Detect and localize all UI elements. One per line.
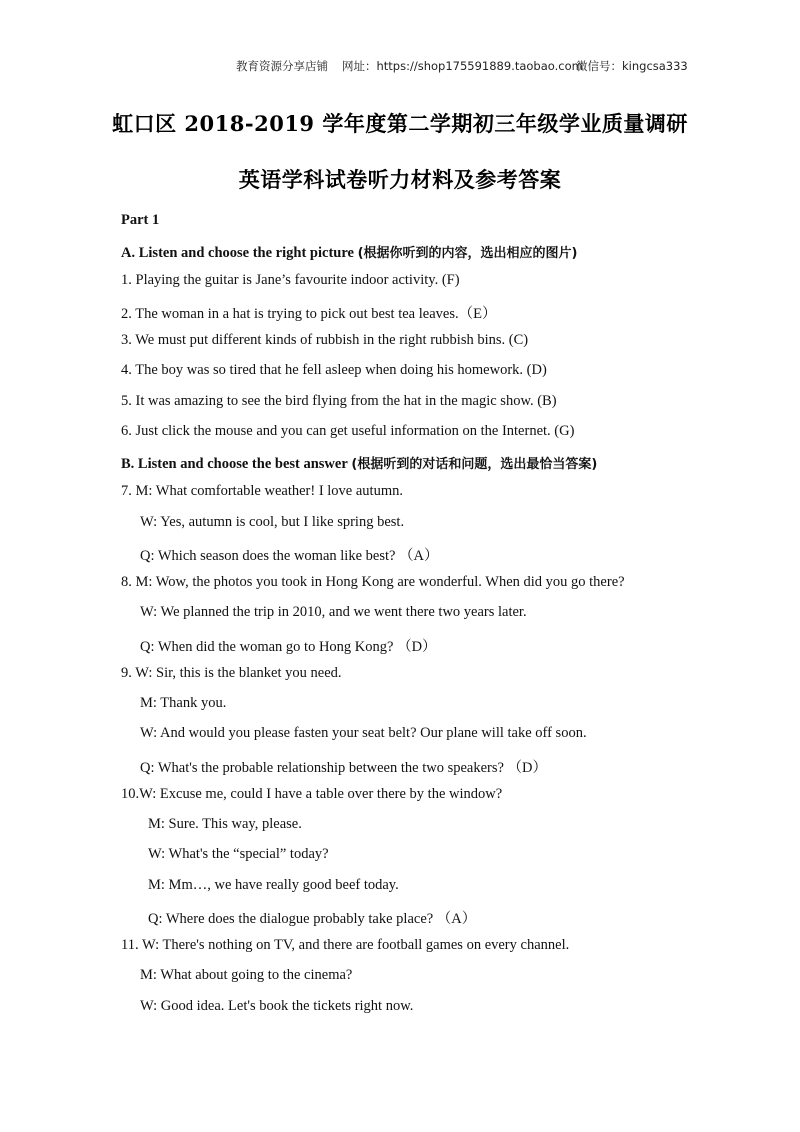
part-heading: Part 1 — [121, 212, 160, 228]
question-1: 1. Playing the guitar is Jane’s favourite indoor activity. (F) — [121, 272, 460, 288]
dialogue-9-line-3: W: And would you please fasten your seat belt? Our plane will take off soon. — [140, 725, 587, 741]
dialogue-8-line-2: W: We planned the trip in 2010, and we went there two years later. — [140, 604, 527, 620]
dialogue-7-line-1: 7. M: What comfortable weather! I love autumn. — [121, 483, 403, 499]
document-title: 虹口区 2018-2019 学年度第二学期初三年级学业质量调研 — [112, 111, 688, 136]
dialogue-9-line-2: M: Thank you. — [140, 695, 227, 711]
dialogue-10-line-1: 10.W: Excuse me, could I have a table over there by the window? — [121, 786, 503, 802]
shop-url: 网址：https://shop175591889.taobao.com — [342, 59, 583, 73]
section-a-instruction: (根据你听到的内容，选出相应的图片) — [357, 246, 578, 261]
dialogue-8-line-1: 8. M: Wow, the photos you took in Hong Kong are wonderful. When did you go there? — [121, 574, 625, 590]
section-a-title: A. Listen and choose the right picture — [121, 245, 354, 261]
question-6: 6. Just click the mouse and you can get useful information on the Internet. (G) — [121, 423, 575, 439]
dialogue-11-line-2: M: What about going to the cinema? — [140, 967, 353, 983]
shop-name: 教育资源分享店铺 — [236, 59, 328, 73]
section-b-title: B. Listen and choose the best answer — [121, 456, 348, 472]
dialogue-11-line-1: 11. W: There's nothing on TV, and there are football games on every channel. — [121, 937, 570, 953]
dialogue-8-question: Q: When did the woman go to Hong Kong? （D） — [140, 639, 437, 655]
section-b-instruction: (根据听到的对话和问题，选出最恰当答案) — [351, 457, 598, 472]
section-b-heading — [121, 453, 597, 473]
question-5: 5. It was amazing to see the bird flying from the hat in the magic show. (B) — [121, 393, 557, 409]
dialogue-10-line-2: M: Sure. This way, please. — [148, 816, 302, 832]
dialogue-9-line-1: 9. W: Sir, this is the blanket you need. — [121, 665, 342, 681]
dialogue-9-question: Q: What's the probable relationship between the two speakers? （D） — [140, 760, 548, 776]
question-2: 2. The woman in a hat is trying to pick out best tea leaves.（E） — [121, 306, 497, 322]
dialogue-10-line-4: M: Mm…, we have really good beef today. — [148, 877, 399, 893]
dialogue-11-line-3: W: Good idea. Let's book the tickets right now. — [140, 998, 414, 1014]
question-4: 4. The boy was so tired that he fell asleep when doing his homework. (D) — [121, 362, 547, 378]
document-subtitle: 英语学科试卷听力材料及参考答案 — [238, 167, 562, 192]
wechat-id: 微信号：kingcsa333 — [576, 59, 688, 73]
dialogue-7-line-2: W: Yes, autumn is cool, but I like spring best. — [140, 514, 405, 530]
question-3: 3. We must put different kinds of rubbish in the right rubbish bins. (C) — [121, 332, 529, 348]
dialogue-10-question: Q: Where does the dialogue probably take place? （A） — [148, 911, 477, 927]
dialogue-10-line-3: W: What's the “special” today? — [148, 846, 329, 862]
dialogue-7-question: Q: Which season does the woman like best? （A） — [140, 548, 439, 564]
section-a-heading — [121, 242, 577, 262]
